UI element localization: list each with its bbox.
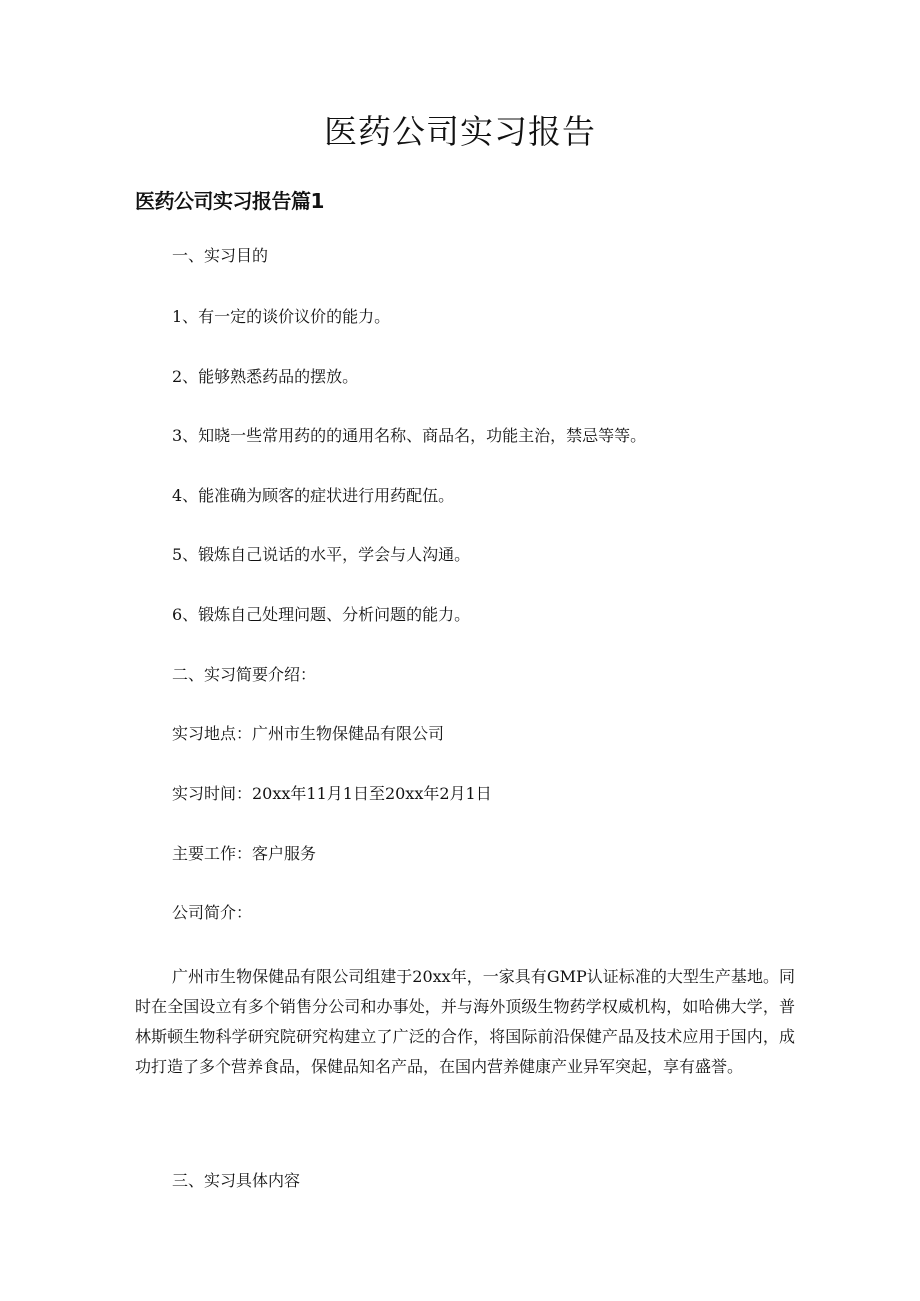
section-heading: 医药公司实习报告篇1 [135, 189, 324, 213]
heading-internship-purpose: 一、实习目的 [172, 246, 269, 265]
heading-company-intro: 公司简介： [172, 903, 253, 922]
heading-internship-content: 三、实习具体内容 [172, 1171, 301, 1190]
purpose-item-6: 6、锻炼自己处理问题、分析问题的能力。 [172, 605, 471, 624]
internship-location: 实习地点：广州市生物保健品有限公司 [172, 724, 445, 743]
heading-internship-intro: 二、实习简要介绍： [172, 665, 317, 684]
company-intro-paragraph: 广州市生物保健品有限公司组建于20xx年，一家具有GMP认证标准的大型生产基地。同时在全国设立有多个销售分公司和办事处，并与海外顶级生物药学权威机构，如哈佛大学，普林斯顿生物科学研究院研究构建立了广泛的合作，将国际前沿保健产品及技术应用于国内，成功打造了多个营养食品，保健品知名产品，在国内营养健康产业异军突起，享有盛誉。 [135, 967, 795, 1076]
purpose-item-5: 5、锻炼自己说话的水平，学会与人沟通。 [172, 545, 471, 564]
internship-period: 实习时间：20xx年11月1日至20xx年2月1日 [172, 784, 492, 803]
purpose-item-2: 2、能够熟悉药品的摆放。 [172, 367, 359, 386]
main-work: 主要工作：客户服务 [172, 844, 317, 863]
purpose-item-1: 1、有一定的谈价议价的能力。 [172, 307, 391, 326]
document-title: 医药公司实习报告 [324, 112, 596, 151]
purpose-item-4: 4、能准确为顾客的症状进行用药配伍。 [172, 486, 455, 505]
purpose-item-3: 3、知晓一些常用药的的通用名称、商品名，功能主治，禁忌等等。 [172, 426, 647, 445]
